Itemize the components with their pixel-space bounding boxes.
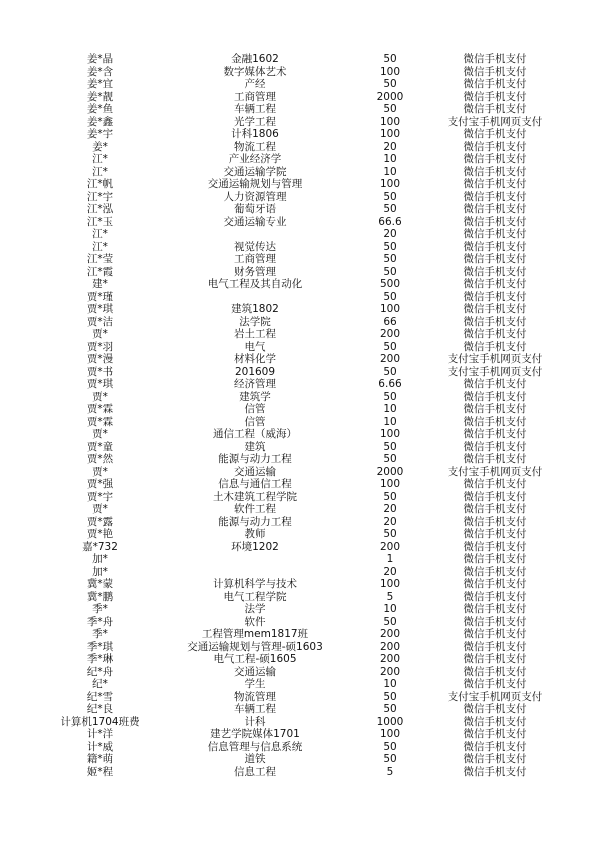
- table-row: [40, 303, 560, 316]
- payment-method: 微信手机支付: [463, 215, 527, 228]
- department: 信息管理与信息系统: [207, 740, 303, 753]
- department: 交通运输: [234, 465, 276, 478]
- department: 产业经济学: [228, 153, 282, 165]
- table-row: [40, 578, 560, 591]
- donor-name: 贾*强: [86, 478, 114, 490]
- table-row: [40, 78, 560, 91]
- table-row: [40, 528, 560, 541]
- department: 建筑学: [239, 390, 271, 403]
- department: 能源与动力工程: [218, 515, 292, 528]
- department: 建筑: [244, 440, 266, 453]
- payment-method: 微信手机支付: [463, 740, 527, 753]
- table-row: [40, 653, 560, 666]
- table-row: [40, 191, 560, 204]
- amount: 2000: [376, 90, 404, 103]
- table-row: [40, 466, 560, 479]
- table-row: [40, 391, 560, 404]
- donor-name: 冀*蒙: [86, 578, 114, 590]
- department: 电气工程学院: [223, 590, 287, 603]
- donor-name: 贾*: [92, 328, 108, 340]
- amount: 20: [383, 565, 397, 578]
- table-row: [40, 678, 560, 691]
- amount: 1: [386, 553, 394, 565]
- payment-method: 微信手机支付: [463, 415, 527, 428]
- payment-method: 微信手机支付: [463, 190, 527, 203]
- payment-method: 微信手机支付: [463, 265, 527, 278]
- donor-name: 籍*萌: [86, 753, 114, 765]
- payment-method: 微信手机支付: [463, 390, 527, 403]
- department: 环境1202: [231, 540, 279, 553]
- table-row: [40, 566, 560, 579]
- department: 电气: [244, 340, 266, 353]
- department: 法学院: [239, 315, 271, 328]
- payment-method: 微信手机支付: [463, 228, 527, 240]
- amount: 100: [379, 478, 401, 490]
- payment-method: 微信手机支付: [463, 440, 527, 453]
- donor-name: 姜*鑫: [86, 115, 114, 128]
- table-row: [40, 728, 560, 741]
- donor-name: 贾*霖: [86, 403, 114, 415]
- payment-method: 微信手机支付: [463, 640, 527, 653]
- department: 物流工程: [234, 140, 276, 153]
- amount: 100: [379, 728, 401, 740]
- donor-name: 季*舟: [86, 615, 114, 628]
- donor-name: 贾*: [92, 465, 108, 478]
- department: 数字媒体艺术: [223, 65, 287, 78]
- donor-name: 江*莹: [86, 253, 114, 265]
- table-row: [40, 428, 560, 441]
- department: 信管: [244, 415, 266, 428]
- payment-method: 微信手机支付: [463, 303, 527, 315]
- payment-method: 微信手机支付: [463, 703, 527, 715]
- donor-name: 纪*良: [86, 703, 114, 715]
- amount: 10: [383, 603, 397, 615]
- donor-name: 季*: [92, 603, 108, 615]
- payment-method: 微信手机支付: [463, 140, 527, 153]
- donor-name: 姜*宜: [86, 78, 114, 90]
- payment-method: 微信手机支付: [463, 603, 527, 615]
- payment-method: 微信手机支付: [463, 453, 527, 465]
- donor-name: 季*: [92, 628, 108, 640]
- department: [160, 228, 350, 241]
- payment-method: 微信手机支付: [463, 515, 527, 528]
- table-row: [40, 328, 560, 341]
- department: 计科: [244, 715, 266, 728]
- payment-method: 微信手机支付: [463, 90, 527, 103]
- donor-name: 姜*靓: [86, 90, 114, 103]
- donor-name: 姜*宇: [86, 128, 114, 140]
- amount: 50: [383, 740, 397, 753]
- department: 工程管理mem1817班: [201, 628, 309, 640]
- department: 建艺学院媒体1701: [210, 728, 300, 740]
- amount: 20: [383, 140, 397, 153]
- amount: 20: [383, 503, 397, 515]
- donor-name: 贾*宇: [86, 490, 114, 503]
- table-row: [40, 628, 560, 641]
- donor-name: 纪*: [92, 678, 108, 690]
- department: 物流管理: [234, 690, 276, 703]
- table-row: [40, 178, 560, 191]
- table-row: [40, 116, 560, 129]
- amount: 200: [379, 540, 401, 553]
- table-row: [40, 603, 560, 616]
- department: 交通运输: [234, 665, 276, 678]
- amount: 50: [383, 265, 397, 278]
- table-row: [40, 703, 560, 716]
- table-row: [40, 216, 560, 229]
- table-row: [40, 141, 560, 154]
- donor-name: 江*: [92, 165, 108, 178]
- donor-name: 贾*: [92, 428, 108, 440]
- table-row: [40, 403, 560, 416]
- amount: 50: [383, 365, 397, 378]
- payment-method: 微信手机支付: [463, 653, 527, 665]
- table-row: [40, 716, 560, 729]
- department: 法学: [244, 603, 266, 615]
- donor-name: 姜*鱼: [86, 103, 114, 115]
- department: 电气工程-硕1605: [213, 653, 297, 665]
- donor-name: 计*威: [86, 740, 114, 753]
- payment-method: 微信手机支付: [463, 240, 527, 253]
- amount: 100: [379, 178, 401, 190]
- department: [160, 566, 350, 579]
- amount: 100: [379, 65, 401, 78]
- table-row: [40, 478, 560, 491]
- payment-method: 微信手机支付: [463, 253, 527, 265]
- payment-method: 微信手机支付: [463, 503, 527, 515]
- donor-name: 嘉*732: [82, 540, 118, 553]
- table-row: [40, 366, 560, 379]
- department: 能源与动力工程: [218, 453, 292, 465]
- amount: 200: [379, 640, 401, 653]
- amount: 66.6: [378, 215, 402, 228]
- table-row: [40, 503, 560, 516]
- amount: 2000: [376, 465, 404, 478]
- department: 软件工程: [234, 503, 276, 515]
- amount: 50: [383, 190, 397, 203]
- payment-method: 微信手机支付: [463, 178, 527, 190]
- amount: 50: [383, 690, 397, 703]
- payment-method: 微信手机支付: [463, 403, 527, 415]
- amount: 66: [383, 315, 397, 328]
- table-row: [40, 103, 560, 116]
- table-row: [40, 553, 560, 566]
- donor-name: 建*: [92, 278, 108, 290]
- donor-name: 姜*含: [86, 65, 114, 78]
- donor-name: 贾*露: [86, 515, 114, 528]
- department: 工商管理: [234, 253, 276, 265]
- table-row: [40, 203, 560, 216]
- department: 工商管理: [234, 90, 276, 103]
- donor-name: 姜*晶: [86, 53, 114, 65]
- table-row: [40, 241, 560, 254]
- department: 计科1806: [231, 128, 279, 140]
- donor-name: 季*琳: [86, 653, 114, 665]
- amount: 50: [383, 103, 397, 115]
- payment-method: 支付宝手机网页支付: [447, 115, 543, 128]
- amount: 200: [379, 328, 401, 340]
- table-row: [40, 166, 560, 179]
- payment-method: 微信手机支付: [463, 715, 527, 728]
- donor-name: 纪*舟: [86, 665, 114, 678]
- table-row: [40, 378, 560, 391]
- amount: 100: [379, 303, 401, 315]
- payment-method: 微信手机支付: [463, 128, 527, 140]
- department: 经济管理: [234, 378, 276, 390]
- department: 交通运输专业: [223, 215, 287, 228]
- table-row: [40, 453, 560, 466]
- payment-method: 微信手机支付: [463, 728, 527, 740]
- table-row: [40, 666, 560, 679]
- amount: 5: [386, 765, 394, 778]
- donor-name: 贾*羽: [86, 340, 114, 353]
- payment-method: 微信手机支付: [463, 765, 527, 778]
- table-row: [40, 316, 560, 329]
- amount: 1000: [376, 715, 404, 728]
- department: 土木建筑工程学院: [213, 490, 297, 503]
- department: [160, 291, 350, 304]
- amount: 6.66: [378, 378, 402, 390]
- donor-name: 贾*琪: [86, 378, 114, 390]
- payment-method: 微信手机支付: [463, 565, 527, 578]
- table-row: [40, 278, 560, 291]
- table-row: [40, 66, 560, 79]
- donor-name: 贾*琪: [86, 303, 114, 315]
- department: 产经: [244, 78, 266, 90]
- payment-method: 微信手机支付: [463, 315, 527, 328]
- donor-name: 江*泓: [86, 203, 114, 215]
- donor-name: 贾*瑾: [86, 290, 114, 303]
- department: 学生: [244, 678, 266, 690]
- department: 财务管理: [234, 265, 276, 278]
- department: 金融1602: [231, 53, 279, 65]
- table-row: [40, 266, 560, 279]
- table-row: [40, 441, 560, 454]
- donation-table: [40, 53, 560, 778]
- amount: 20: [383, 515, 397, 528]
- donor-name: 姬*程: [86, 765, 114, 778]
- department: 教师: [244, 528, 266, 540]
- amount: 50: [383, 453, 397, 465]
- donor-name: 贾*艳: [86, 528, 114, 540]
- payment-method: 微信手机支付: [463, 628, 527, 640]
- department: 交通运输规划与管理-硕1603: [187, 640, 323, 653]
- table-row: [40, 516, 560, 529]
- department: 视觉传达: [234, 240, 276, 253]
- donor-name: 计*洋: [86, 728, 114, 740]
- donor-name: 江*霞: [86, 265, 114, 278]
- table-body: [40, 53, 560, 778]
- amount: 50: [383, 340, 397, 353]
- amount: 200: [379, 665, 401, 678]
- donor-name: 贾*然: [86, 453, 114, 465]
- table-row: [40, 741, 560, 754]
- department: [160, 553, 350, 566]
- table-row: [40, 253, 560, 266]
- payment-method: 微信手机支付: [463, 540, 527, 553]
- donor-name: 江*玉: [86, 215, 114, 228]
- amount: 100: [379, 578, 401, 590]
- department: 交通运输规划与管理: [207, 178, 303, 190]
- donor-name: 江*: [92, 153, 108, 165]
- department: 葡萄牙语: [234, 203, 276, 215]
- donor-name: 纪*雪: [86, 690, 114, 703]
- amount: 50: [383, 440, 397, 453]
- donor-name: 冀*鹏: [86, 590, 114, 603]
- amount: 20: [383, 228, 397, 240]
- department: 车辆工程: [234, 103, 276, 115]
- amount: 100: [379, 128, 401, 140]
- amount: 50: [383, 753, 397, 765]
- payment-method: 微信手机支付: [463, 103, 527, 115]
- payment-method: 微信手机支付: [463, 203, 527, 215]
- table-row: [40, 228, 560, 241]
- amount: 10: [383, 415, 397, 428]
- amount: 50: [383, 490, 397, 503]
- table-row: [40, 341, 560, 354]
- donor-name: 江*宇: [86, 190, 114, 203]
- table-row: [40, 153, 560, 166]
- payment-method: 微信手机支付: [463, 528, 527, 540]
- table-row: [40, 641, 560, 654]
- donor-name: 姜*: [92, 140, 108, 153]
- amount: 5: [386, 590, 394, 603]
- table-row: [40, 541, 560, 554]
- department: 计算机科学与技术: [213, 578, 297, 590]
- donor-name: 贾*漫: [86, 353, 114, 365]
- amount: 10: [383, 678, 397, 690]
- payment-method: 支付宝手机网页支付: [447, 365, 543, 378]
- payment-method: 微信手机支付: [463, 290, 527, 303]
- department: 信管: [244, 403, 266, 415]
- payment-method: 微信手机支付: [463, 490, 527, 503]
- department: 材料化学: [234, 353, 276, 365]
- donor-name: 江*帆: [86, 178, 114, 190]
- table-row: [40, 691, 560, 704]
- payment-method: 微信手机支付: [463, 378, 527, 390]
- payment-method: 微信手机支付: [463, 428, 527, 440]
- department: 建筑1802: [231, 303, 279, 315]
- donor-name: 贾*霖: [86, 415, 114, 428]
- amount: 50: [383, 53, 397, 65]
- amount: 50: [383, 240, 397, 253]
- amount: 10: [383, 153, 397, 165]
- amount: 50: [383, 703, 397, 715]
- payment-method: 微信手机支付: [463, 65, 527, 78]
- payment-method: 微信手机支付: [463, 578, 527, 590]
- donor-name: 加*: [92, 565, 108, 578]
- donor-name: 贾*: [92, 390, 108, 403]
- amount: 50: [383, 253, 397, 265]
- department: 信息工程: [234, 765, 276, 778]
- amount: 10: [383, 403, 397, 415]
- payment-method: 微信手机支付: [463, 678, 527, 690]
- amount: 200: [379, 353, 401, 365]
- table-row: [40, 353, 560, 366]
- table-row: [40, 416, 560, 429]
- amount: 100: [379, 428, 401, 440]
- amount: 50: [383, 528, 397, 540]
- payment-method: 微信手机支付: [463, 53, 527, 65]
- table-row: [40, 766, 560, 779]
- donor-name: 加*: [92, 553, 108, 565]
- donor-name: 贾*书: [86, 365, 114, 378]
- payment-method: 微信手机支付: [463, 665, 527, 678]
- payment-method: 微信手机支付: [463, 553, 527, 565]
- donor-name: 贾*洁: [86, 315, 114, 328]
- table-row: [40, 616, 560, 629]
- amount: 50: [383, 290, 397, 303]
- payment-method: 微信手机支付: [463, 753, 527, 765]
- payment-method: 支付宝手机网页支付: [447, 465, 543, 478]
- donor-name: 计算机1704班费: [60, 715, 140, 728]
- payment-method: 微信手机支付: [463, 590, 527, 603]
- department: 软件: [244, 615, 266, 628]
- table-row: [40, 591, 560, 604]
- table-row: [40, 53, 560, 66]
- department: 人力资源管理: [223, 190, 287, 203]
- payment-method: 微信手机支付: [463, 165, 527, 178]
- amount: 50: [383, 390, 397, 403]
- department: 信息与通信工程: [218, 478, 292, 490]
- department: 通信工程（威海）: [213, 428, 297, 440]
- amount: 500: [379, 278, 401, 290]
- payment-method: 微信手机支付: [463, 478, 527, 490]
- amount: 200: [379, 653, 401, 665]
- payment-method: 微信手机支付: [463, 615, 527, 628]
- department: 电气工程及其自动化: [207, 278, 303, 290]
- amount: 50: [383, 615, 397, 628]
- table-row: [40, 291, 560, 304]
- payment-method: 微信手机支付: [463, 328, 527, 340]
- payment-method: 支付宝手机网页支付: [447, 353, 543, 365]
- department: 道铁: [244, 753, 266, 765]
- department: 岩土工程: [234, 328, 276, 340]
- amount: 100: [379, 115, 401, 128]
- donor-name: 贾*童: [86, 440, 114, 453]
- payment-method: 微信手机支付: [463, 340, 527, 353]
- table-row: [40, 128, 560, 141]
- department: 201609: [234, 365, 276, 378]
- payment-method: 支付宝手机网页支付: [447, 690, 543, 703]
- table-row: [40, 91, 560, 104]
- amount: 10: [383, 165, 397, 178]
- payment-method: 微信手机支付: [463, 153, 527, 165]
- payment-method: 微信手机支付: [463, 78, 527, 90]
- table-row: [40, 491, 560, 504]
- donor-name: 江*: [92, 240, 108, 253]
- table-row: [40, 753, 560, 766]
- donor-name: 贾*: [92, 503, 108, 515]
- department: 车辆工程: [234, 703, 276, 715]
- payment-method: 微信手机支付: [463, 278, 527, 290]
- department: 光学工程: [234, 115, 276, 128]
- amount: 50: [383, 203, 397, 215]
- amount: 200: [379, 628, 401, 640]
- donor-name: 季*琪: [86, 640, 114, 653]
- amount: 50: [383, 78, 397, 90]
- department: 交通运输学院: [223, 165, 287, 178]
- donor-name: 江*: [92, 228, 108, 240]
